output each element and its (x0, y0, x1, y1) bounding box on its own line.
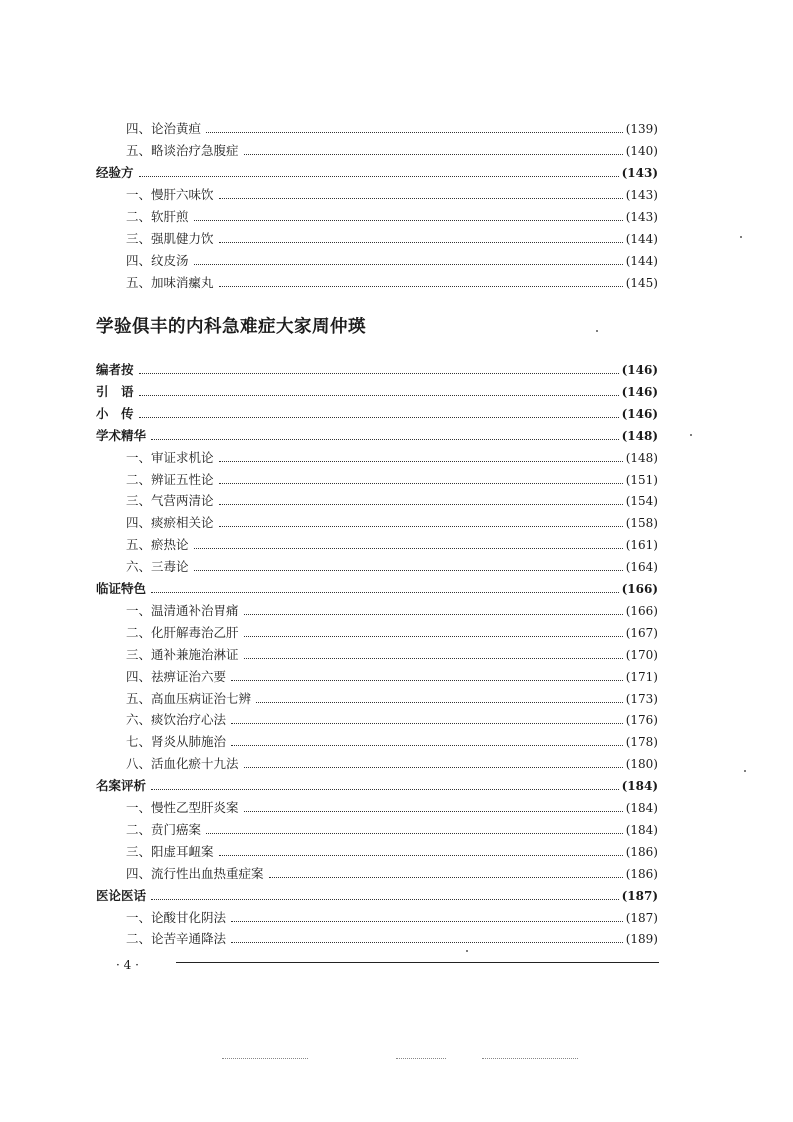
toc-entry-page: (154) (625, 494, 658, 509)
toc-entry-page: (145) (625, 276, 658, 290)
toc-entry-page: (173) (625, 691, 658, 706)
toc-entry-page: (161) (625, 538, 658, 553)
dot-leader (244, 154, 623, 155)
dot-leader (194, 548, 623, 549)
toc-entry-page: (184) (625, 801, 658, 815)
toc-entry-page: (187) (625, 910, 658, 925)
dot-leader (231, 921, 623, 922)
toc-entry-title: 一、审证求机论 (126, 449, 214, 465)
toc-section-entry (126, 486, 658, 508)
dot-leader (219, 526, 623, 527)
toc-entry-page: (166) (621, 582, 658, 596)
toc-chapter-entry (96, 421, 658, 443)
toc-entry-title: 一、论酸甘化阴法 (126, 909, 227, 925)
toc-entry-title: 四、痰瘀相关论 (126, 515, 214, 531)
dot-leader (194, 264, 623, 265)
toc-chapter-entry (96, 881, 658, 903)
toc-section-entry (126, 224, 658, 246)
toc-entry-page: (148) (625, 450, 658, 465)
toc-section-entry (126, 114, 658, 136)
dot-leader (151, 789, 619, 790)
toc-entry-title: 三、通补兼施治淋证 (126, 646, 239, 662)
dot-leader (231, 745, 623, 746)
toc-entry-title: 四、论治黄疸 (126, 121, 202, 136)
dot-leader (139, 176, 619, 177)
toc-section-entry (126, 136, 658, 158)
scan-noise (222, 1058, 308, 1059)
toc-entry-title: 一、温清通补治胃痛 (126, 602, 239, 618)
scan-noise (482, 1058, 578, 1059)
toc-entry-page: (167) (625, 625, 658, 640)
page-number: · 4 · (116, 958, 139, 972)
toc-entry-title: 学术精华 (96, 427, 147, 443)
toc-entry-title: 二、贲门癌案 (126, 821, 202, 837)
dot-leader (219, 461, 623, 462)
toc-entry-title: 编者按 (96, 362, 134, 377)
toc-section-entry (126, 924, 658, 946)
dot-leader (151, 592, 619, 593)
toc-section-entry (126, 749, 658, 771)
dot-leader (194, 220, 623, 221)
toc-entry-page: (139) (625, 122, 658, 136)
dot-leader (256, 702, 623, 703)
toc-section-entry (126, 662, 658, 684)
dot-leader (206, 132, 623, 133)
scan-speck (466, 950, 468, 952)
dot-leader (194, 570, 623, 571)
toc-entry-page: (140) (625, 144, 658, 158)
toc-entry-title: 一、慢肝六味饮 (126, 187, 214, 202)
toc-entry-page: (144) (625, 254, 658, 268)
toc-entry-page: (184) (625, 822, 658, 837)
dot-leader (219, 855, 623, 856)
dot-leader (219, 286, 623, 287)
footer-rule (176, 962, 659, 963)
toc-entry-title: 六、痰饮治疗心法 (126, 712, 227, 728)
scan-speck (690, 434, 692, 436)
toc-entry-title: 临证特色 (96, 581, 147, 596)
toc-entry-title: 二、化肝解毒治乙肝 (126, 624, 239, 640)
toc-entry-title: 七、肾炎从肺施治 (126, 734, 227, 750)
toc-entry-page: (186) (625, 844, 658, 859)
toc-entry-page: (146) (621, 406, 658, 421)
section-title: 学验俱丰的内科急难症大家周仲瑛 (96, 317, 366, 337)
toc-section-entry (126, 837, 658, 859)
dot-leader (139, 373, 619, 374)
toc-entry-page: (170) (625, 647, 658, 662)
toc-entry-page: (164) (625, 560, 658, 575)
dot-leader (219, 242, 623, 243)
toc-section-entry (126, 508, 658, 530)
toc-section-entry (126, 596, 658, 618)
toc-entry-title: 二、辨证五性论 (126, 471, 214, 487)
toc-section-entry (126, 859, 658, 881)
scan-speck (740, 236, 742, 238)
toc-entry-page: (184) (621, 779, 658, 794)
toc-entry-title: 名案评析 (96, 778, 147, 794)
toc-entry-title: 二、软肝煎 (126, 209, 189, 224)
toc-section-entry (126, 268, 658, 290)
toc-entry-page: (143) (621, 166, 658, 180)
toc-section-entry (126, 530, 658, 552)
dot-leader (231, 680, 623, 681)
toc-section-entry (126, 180, 658, 202)
toc-section-entry (126, 640, 658, 662)
toc-entry-title: 医论医话 (96, 887, 147, 903)
toc-entry-page: (143) (625, 210, 658, 224)
toc-entry-title: 三、强肌健力饮 (126, 231, 214, 246)
toc-section-entry (126, 815, 658, 837)
toc-section-entry (126, 552, 658, 574)
toc-section-entry (126, 727, 658, 749)
toc-chapter-entry (96, 355, 658, 377)
dot-leader (231, 723, 623, 724)
toc-section-entry (126, 793, 658, 815)
toc-entry-title: 三、阳虚耳衄案 (126, 843, 214, 859)
toc-entry-title: 五、高血压病证治七辨 (126, 690, 252, 706)
dot-leader (206, 833, 623, 834)
toc-entry-title: 三、气营两清论 (126, 493, 214, 509)
toc-chapter-entry (96, 377, 658, 399)
toc-entry-page: (176) (625, 713, 658, 728)
toc-entry-title: 经验方 (96, 165, 134, 180)
toc-entry-title: 五、瘀热论 (126, 537, 189, 553)
scan-speck (744, 770, 746, 772)
toc-chapter-entry (96, 771, 658, 793)
toc-chapter-entry (96, 574, 658, 596)
dot-leader (244, 811, 623, 812)
toc-entry-title: 引 语 (96, 383, 134, 399)
scan-noise (396, 1058, 446, 1059)
toc-entry-page: (158) (625, 516, 658, 531)
toc-entry-title: 二、论苦辛通降法 (126, 931, 227, 947)
toc-entry-title: 六、三毒论 (126, 559, 189, 575)
toc-section-entry (126, 202, 658, 224)
toc-entry-title: 五、略谈治疗急腹症 (126, 143, 239, 158)
dot-leader (219, 504, 623, 505)
toc-entry-page: (146) (621, 384, 658, 399)
dot-leader (231, 942, 623, 943)
toc-entry-page: (143) (625, 188, 658, 202)
toc-section-entry (126, 705, 658, 727)
toc-entry-page: (186) (625, 866, 658, 881)
toc-section-entry (126, 443, 658, 465)
dot-leader (244, 614, 623, 615)
toc-entry-page: (178) (625, 735, 658, 750)
toc-chapter-entry (96, 399, 658, 421)
toc-entry-page: (189) (625, 932, 658, 947)
toc-entry-page: (166) (625, 603, 658, 618)
dot-leader (219, 198, 623, 199)
dot-leader (151, 439, 619, 440)
toc-entry-page: (187) (621, 888, 658, 903)
toc-entry-page: (151) (625, 472, 658, 487)
toc-section-entry (126, 246, 658, 268)
toc-entry-page: (146) (621, 363, 658, 377)
toc-entry-title: 一、慢性乙型肝炎案 (126, 800, 239, 815)
dot-leader (139, 417, 619, 418)
toc-entry-page: (144) (625, 232, 658, 246)
dot-leader (219, 483, 623, 484)
dot-leader (244, 767, 623, 768)
dot-leader (244, 658, 623, 659)
toc-entry-title: 四、纹皮汤 (126, 253, 189, 268)
scan-speck (596, 330, 598, 332)
dot-leader (269, 877, 623, 878)
toc-entry-page: (171) (625, 669, 658, 684)
toc-section-entry (126, 465, 658, 487)
toc-entry-title: 五、加味消瘰丸 (126, 275, 214, 290)
toc-section-entry (126, 684, 658, 706)
dot-leader (139, 395, 619, 396)
toc-entry-title: 四、流行性出血热重症案 (126, 865, 264, 881)
toc-entry-title: 四、祛痹证治六要 (126, 668, 227, 684)
toc-entry-page: (148) (621, 428, 658, 443)
toc-chapter-entry (96, 158, 658, 180)
toc-section-entry (126, 618, 658, 640)
toc-section-entry (126, 903, 658, 925)
dot-leader (244, 636, 623, 637)
toc-entry-title: 小 传 (96, 405, 134, 421)
dot-leader (151, 899, 619, 900)
toc-entry-page: (180) (625, 757, 658, 772)
toc-entry-title: 八、活血化瘀十九法 (126, 756, 239, 772)
